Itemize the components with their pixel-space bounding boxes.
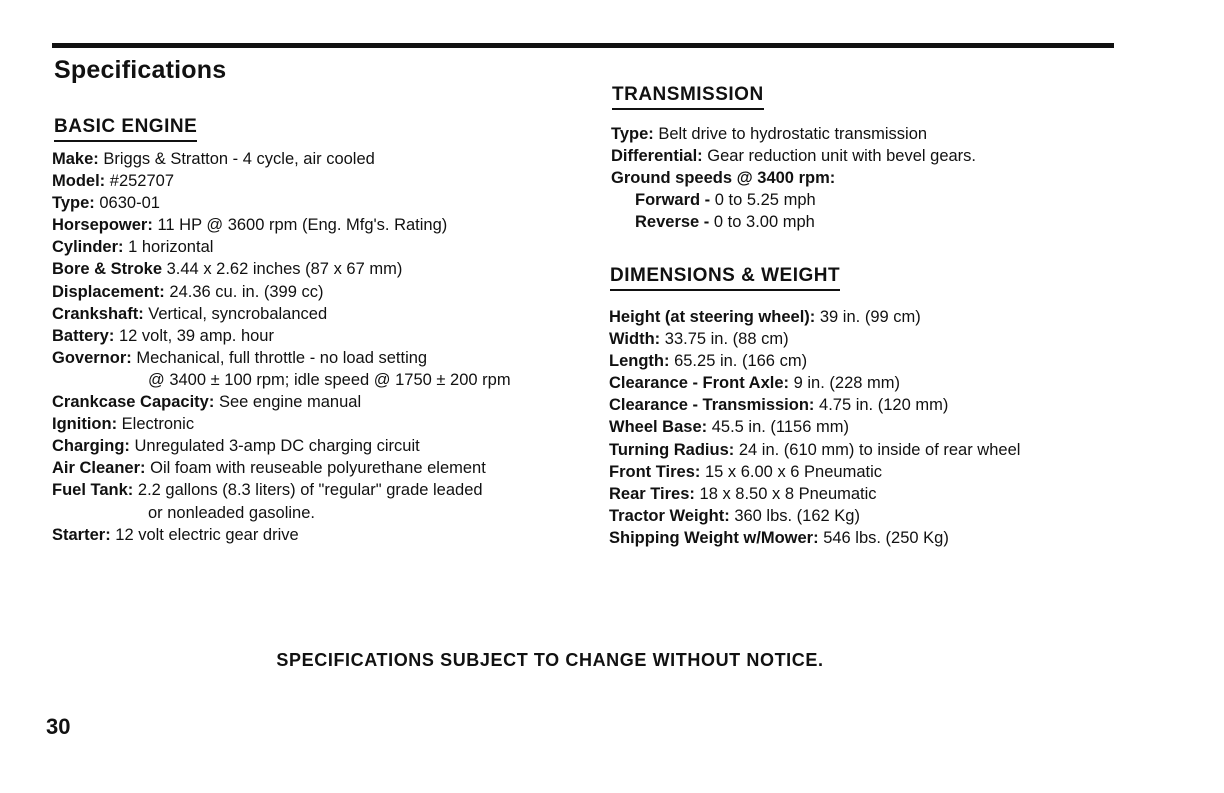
basic-engine-heading: BASIC ENGINE — [54, 116, 197, 142]
top-rule — [52, 43, 1114, 48]
spec-label: Clearance - Front Axle: — [609, 374, 790, 393]
spec-value: Gear reduction unit with bevel gears. — [707, 147, 977, 166]
change-notice: SPECIFICATIONS SUBJECT TO CHANGE WITHOUT NOTICE. — [276, 650, 824, 670]
spec-item — [609, 394, 1020, 416]
spec-label: Bore & Stroke — [52, 260, 163, 279]
spec-label: Air Cleaner: — [52, 459, 146, 478]
spec-value: Briggs & Stratton - 4 cycle, air cooled — [103, 150, 375, 168]
spec-value: 24.36 cu. in. (399 cc) — [169, 282, 324, 301]
spec-value: 4.75 in. (120 mm) — [819, 396, 949, 415]
spec-label: Turning Radius: — [609, 440, 735, 459]
spec-item — [52, 413, 511, 435]
spec-value: #252707 — [109, 172, 175, 191]
spec-value: 360 lbs. (162 Kg) — [734, 506, 860, 525]
spec-label: Wheel Base: — [609, 418, 708, 437]
spec-label: Differential: — [611, 147, 703, 166]
spec-value: 18 x 8.50 x 8 Pneumatic — [699, 484, 877, 503]
spec-label: Crankcase Capacity: — [52, 393, 215, 412]
spec-label: Battery: — [52, 326, 115, 345]
spec-item — [52, 479, 511, 523]
spec-label: Charging: — [52, 437, 130, 456]
spec-label: Model: — [52, 172, 106, 191]
spec-value: Oil foam with reuseable polyurethane element — [150, 459, 486, 478]
spec-label: Reverse - — [635, 213, 710, 232]
spec-label: Horsepower: — [52, 216, 153, 235]
spec-item — [52, 148, 511, 170]
spec-item — [611, 189, 976, 211]
spec-value: 15 x 6.00 x 6 Pneumatic — [704, 462, 882, 481]
spec-value: 12 volt electric gear drive — [115, 525, 299, 544]
spec-label: Height (at steering wheel): — [609, 308, 816, 326]
spec-value: Vertical, syncrobalanced — [148, 304, 328, 323]
spec-value: 39 in. (99 cm) — [819, 308, 921, 326]
spec-label: Ground speeds @ 3400 rpm: — [611, 169, 836, 188]
spec-value: 65.25 in. (166 cm) — [674, 352, 808, 371]
spec-item — [52, 258, 511, 280]
spec-label: Rear Tires: — [609, 484, 695, 503]
spec-label: Clearance - Transmission: — [609, 396, 815, 415]
spec-item — [611, 167, 976, 189]
spec-item — [609, 306, 1020, 328]
spec-value: Electronic — [121, 415, 195, 434]
page-number: 30 — [46, 714, 71, 739]
spec-item — [52, 214, 511, 236]
spec-label: Crankshaft: — [52, 304, 144, 323]
spec-item — [609, 439, 1020, 461]
dimensions-heading: DIMENSIONS & WEIGHT — [610, 265, 840, 291]
spec-item — [52, 192, 511, 214]
spec-label: Governor: — [52, 348, 132, 367]
spec-label: Cylinder: — [52, 238, 124, 257]
page-title: Specifications — [54, 56, 227, 84]
spec-item — [609, 416, 1020, 438]
spec-label: Length: — [609, 352, 670, 371]
spec-item — [52, 236, 511, 258]
spec-value: Unregulated 3-amp DC charging circuit — [134, 437, 420, 456]
spec-label: Make: — [52, 150, 99, 168]
spec-item — [52, 170, 511, 192]
spec-item — [52, 391, 511, 413]
spec-item — [609, 372, 1020, 394]
spec-label: Forward - — [635, 191, 711, 210]
dimensions-specs — [609, 306, 1020, 549]
spec-label: Starter: — [52, 525, 111, 544]
spec-item — [52, 325, 511, 347]
spec-value: 11 HP @ 3600 rpm (Eng. Mfg's. Rating) — [157, 216, 448, 235]
spec-item — [611, 211, 976, 233]
spec-item — [611, 123, 976, 145]
spec-value: 9 in. (228 mm) — [793, 374, 900, 393]
spec-label: Fuel Tank: — [52, 481, 134, 500]
spec-item — [611, 145, 976, 167]
spec-value: 33.75 in. (88 cm) — [664, 330, 789, 349]
spec-value: 2.2 gallons (8.3 liters) of "regular" grade leaded — [137, 481, 483, 500]
transmission-heading: TRANSMISSION — [612, 84, 764, 110]
spec-item — [52, 457, 511, 479]
spec-value-continuation: or nonleaded gasoline. — [148, 503, 315, 522]
spec-item — [609, 350, 1020, 372]
spec-value: 3.44 x 2.62 inches (87 x 67 mm) — [166, 260, 403, 279]
spec-value: 546 lbs. (250 Kg) — [823, 528, 949, 547]
spec-value-continuation: @ 3400 ± 100 rpm; idle speed @ 1750 ± 200 rpm — [148, 370, 511, 389]
spec-label: Type: — [52, 194, 95, 213]
spec-label: Displacement: — [52, 282, 165, 301]
spec-label: Type: — [611, 125, 654, 143]
spec-value: 24 in. (610 mm) to inside of rear wheel — [738, 440, 1021, 459]
spec-value: 0 to 3.00 mph — [713, 213, 815, 232]
spec-item — [609, 328, 1020, 350]
spec-value: 0630-01 — [99, 194, 160, 213]
spec-value: Mechanical, full throttle - no load setting — [136, 348, 428, 367]
spec-value: 12 volt, 39 amp. hour — [118, 326, 274, 345]
spec-label: Tractor Weight: — [609, 506, 730, 525]
spec-item — [52, 347, 511, 391]
spec-label: Ignition: — [52, 415, 118, 434]
spec-value: See engine manual — [218, 393, 362, 412]
spec-item — [609, 505, 1020, 527]
spec-value: 1 horizontal — [128, 238, 214, 257]
spec-label: Width: — [609, 330, 661, 349]
spec-item — [52, 303, 511, 325]
spec-value: Belt drive to hydrostatic transmission — [658, 125, 928, 143]
spec-item — [52, 435, 511, 457]
transmission-specs — [611, 123, 976, 233]
spec-value: 45.5 in. (1156 mm) — [711, 418, 849, 437]
spec-label: Front Tires: — [609, 462, 701, 481]
spec-item — [609, 461, 1020, 483]
spec-item — [609, 483, 1020, 505]
spec-item — [609, 527, 1020, 549]
spec-label: Shipping Weight w/Mower: — [609, 528, 819, 547]
spec-item — [52, 281, 511, 303]
spec-item — [52, 524, 511, 546]
spec-value: 0 to 5.25 mph — [714, 191, 816, 210]
basic-engine-specs — [52, 148, 511, 546]
